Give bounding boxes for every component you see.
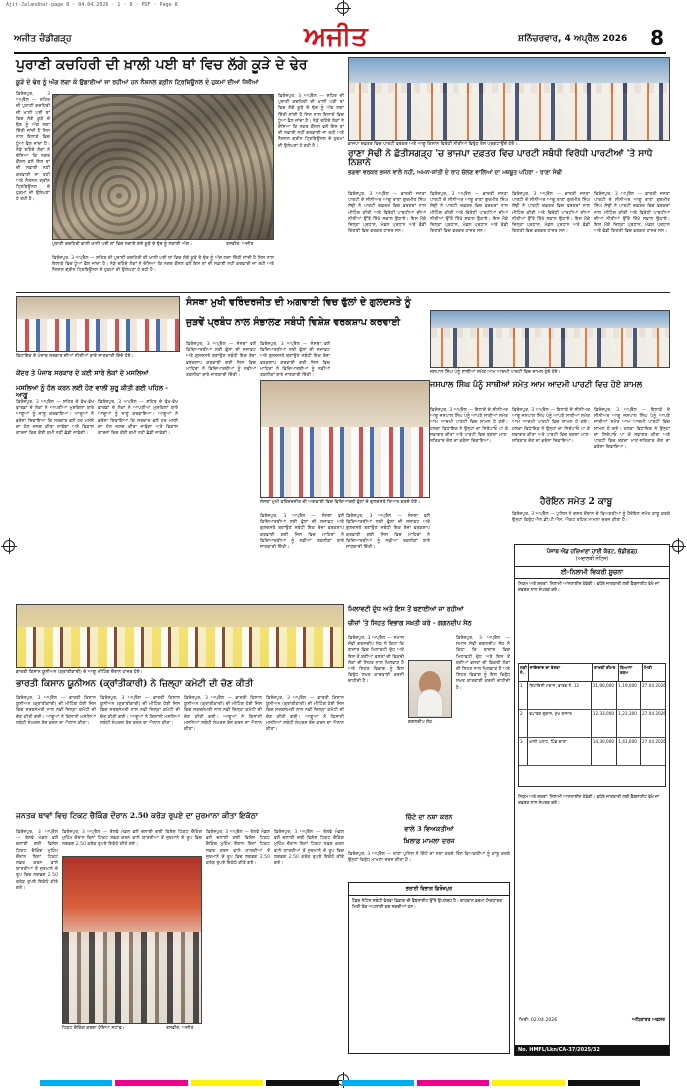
table-cell: ਵਪਾਰਕ ਦੁਕਾਨ, ਮੁੱਖ ਬਾਜ਼ਾਰ bbox=[528, 710, 591, 737]
registration-mark-icon bbox=[337, 2, 349, 14]
table-cell: 1,43,000 bbox=[617, 738, 641, 765]
col-header: ਜਾਇਦਾਦ ਦਾ ਵੇਰਵਾ bbox=[529, 664, 593, 681]
story3-body-3: ਫ਼ਿਰੋਜ਼ਪੁਰ, 3 ਅਪ੍ਰੈਲ — ਸੰਸਥਾ ਵਲੋਂ ਵਿਦਿਆਰਥੀਆਂ ਲਈ ਫੁੱਲਾਂ ਦੀ ਸਜਾਵਟ ਅਤੇ ਗੁਲਦਸਤੇ ਬਣਾਉਣ ਸਬੰਧੀ ਇਕ ਰੋਜ਼ਾ ਵਰਕਸ਼ਾਪ ਕਰਵਾਈ ਗਈ ਜਿਸ ਵਿਚ ਮਾਹਿਰਾਂ ਨੇ ਵਿਦਿਆਰਥੀਆਂ ਨੂੰ ਨਵੀਆਂ ਤਕਨੀਕਾਂ ਬਾਰੇ ਜਾਣਕਾਰੀ ਦਿੱਤੀ। bbox=[260, 514, 344, 551]
story8-headline-2: ਚੀਜ਼ਾਂ 'ਤੇ ਸਿਹਤ ਵਿਭਾਗ ਸਖ਼ਤੀ ਕਰੇ - ਗਗਨਦੀਪ ਸੇਠ bbox=[348, 619, 472, 627]
tender-notice-header: ਭਲਾਈ ਵਿਭਾਗ ਫ਼ਿਰੋਜ਼ਪੁਰ bbox=[349, 883, 509, 896]
story8-portrait bbox=[408, 660, 452, 718]
story5-caption: ਜਸਪਾਲ ਸਿੰਘ ਪੰਨੂੰ ਸਾਥੀਆਂ ਸਮੇਤ ਆਮ ਆਦਮੀ ਪਾਰਟੀ ਵਿਚ ਸ਼ਾਮਲ ਹੁੰਦੇ ਹੋਏ। bbox=[430, 370, 561, 375]
story8-headline: ਮਿਲਾਵਟੀ ਦੁੱਧ ਅਤੇ ਇਸ ਤੋਂ ਬਣਾਈਆਂ ਜਾ ਰਹੀਆਂ bbox=[348, 605, 464, 613]
story7-body-1: ਫ਼ਿਰੋਜ਼ਪੁਰ, 3 ਅਪ੍ਰੈਲ — ਭਾਰਤੀ ਕਿਸਾਨ ਯੂਨੀਅਨ (ਕ੍ਰਾਂਤੀਕਾਰੀ) ਦੀ ਮੀਟਿੰਗ ਹੋਈ ਜਿਸ ਵਿਚ ਸਰਬਸੰਮਤੀ ਨਾਲ ਨਵੀਂ ਜ਼ਿਲ੍ਹਾ ਕਮੇਟੀ ਦੀ ਚੋਣ ਕੀਤੀ ਗਈ। ਆਗੂਆਂ ਨੇ ਕਿਸਾਨੀ ਮਸਲਿਆਂ ਸਬੰਧੀ ਸੰਘਰਸ਼ ਤੇਜ਼ ਕਰਨ ਦਾ ਐਲਾਨ ਕੀਤਾ। bbox=[16, 696, 96, 726]
story7-body-2: ਫ਼ਿਰੋਜ਼ਪੁਰ, 3 ਅਪ੍ਰੈਲ — ਭਾਰਤੀ ਕਿਸਾਨ ਯੂਨੀਅਨ (ਕ੍ਰਾਂਤੀਕਾਰੀ) ਦੀ ਮੀਟਿੰਗ ਹੋਈ ਜਿਸ ਵਿਚ ਸਰਬਸੰਮਤੀ ਨਾਲ ਨਵੀਂ ਜ਼ਿਲ੍ਹਾ ਕਮੇਟੀ ਦੀ ਚੋਣ ਕੀਤੀ ਗਈ। ਆਗੂਆਂ ਨੇ ਕਿਸਾਨੀ ਮਸਲਿਆਂ ਸਬੰਧੀ ਸੰਘਰਸ਼ ਤੇਜ਼ ਕਰਨ ਦਾ ਐਲਾਨ ਕੀਤਾ। bbox=[100, 696, 180, 726]
story5-body-3: ਫ਼ਿਰੋਜ਼ਪੁਰ, 3 ਅਪ੍ਰੈਲ — ਇਲਾਕੇ ਦੇ ਸੀਨੀਅਰ ਆਗੂ ਜਸਪਾਲ ਸਿੰਘ ਪੰਨੂੰ ਆਪਣੇ ਸਾਥੀਆਂ ਸਮੇਤ ਆਮ ਆਦਮੀ ਪਾਰਟੀ ਵਿਚ ਸ਼ਾਮਲ ਹੋ ਗਏ। ਹਲਕਾ ਵਿਧਾਇਕ ਨੇ ਉਨ੍ਹਾਂ ਦਾ ਸਿਰੋਪਾਓ ਪਾ ਕੇ ਸਵਾਗਤ ਕੀਤਾ ਅਤੇ ਪਾਰਟੀ ਵਿਚ ਬਣਦਾ ਮਾਣ-ਸਤਿਕਾਰ ਦੇਣ ਦਾ ਭਰੋਸਾ ਦਿਵਾਇਆ। bbox=[594, 408, 670, 451]
story9-body-1: ਫ਼ਿਰੋਜ਼ਪੁਰ, 3 ਅਪ੍ਰੈਲ — ਰੇਲਵੇ ਮੰਡਲ ਵਲੋਂ ਚਲਾਈ ਗਈ ਵਿਸ਼ੇਸ਼ ਟਿਕਟ ਚੈਕਿੰਗ ਮੁਹਿੰਮ ਦੌਰਾਨ ਬਿਨਾਂ ਟਿਕਟ ਸਫ਼ਰ ਕਰਨ ਵਾਲੇ ਯਾਤਰੀਆਂ ਤੋਂ ਜੁਰਮਾਨੇ ਦੇ ਰੂਪ ਵਿਚ ਲਗਭਗ 2.50 ਕਰੋੜ ਰੁਪਏ ਇਕੱਠੇ ਕੀਤੇ ਗਏ। bbox=[16, 830, 58, 891]
story9-body-3: ਫ਼ਿਰੋਜ਼ਪੁਰ, 3 ਅਪ੍ਰੈਲ — ਰੇਲਵੇ ਮੰਡਲ ਵਲੋਂ ਚਲਾਈ ਗਈ ਵਿਸ਼ੇਸ਼ ਟਿਕਟ ਚੈਕਿੰਗ ਮੁਹਿੰਮ ਦੌਰਾਨ ਬਿਨਾਂ ਟਿਕਟ ਸਫ਼ਰ ਕਰਨ ਵਾਲੇ ਯਾਤਰੀਆਂ ਤੋਂ ਜੁਰਮਾਨੇ ਦੇ ਰੂਪ ਵਿਚ ਲਗਭਗ 2.50 ਕਰੋੜ ਰੁਪਏ ਇਕੱਠੇ ਕੀਤੇ ਗਏ। bbox=[206, 830, 270, 867]
story3-body-2: ਫ਼ਿਰੋਜ਼ਪੁਰ, 3 ਅਪ੍ਰੈਲ — ਸੰਸਥਾ ਵਲੋਂ ਵਿਦਿਆਰਥੀਆਂ ਲਈ ਫੁੱਲਾਂ ਦੀ ਸਜਾਵਟ ਅਤੇ ਗੁਲਦਸਤੇ ਬਣਾਉਣ ਸਬੰਧੀ ਇਕ ਰੋਜ਼ਾ ਵਰਕਸ਼ਾਪ ਕਰਵਾਈ ਗਈ ਜਿਸ ਵਿਚ ਮਾਹਿਰਾਂ ਨੇ ਵਿਦਿਆਰਥੀਆਂ ਨੂੰ ਨਵੀਆਂ ਤਕਨੀਕਾਂ ਬਾਰੇ ਜਾਣਕਾਰੀ ਦਿੱਤੀ। bbox=[260, 342, 330, 379]
table-cell: 2 bbox=[519, 710, 528, 737]
auction-notice bbox=[514, 544, 670, 1056]
table-row bbox=[519, 738, 665, 766]
auction-notice-terms: ਨਿਯਮ ਅਤੇ ਸ਼ਰਤਾਂ: ਨਿਲਾਮੀ ਆਨਲਾਈਨ ਹੋਵੇਗੀ। ਵਧੇਰੇ ਜਾਣਕਾਰੀ ਲਈ ਵੈੱਬਸਾਈਟ ਵੇਖੋ ਜਾਂ ਦਫ਼ਤਰ ਨਾਲ ਸੰਪਰਕ ਕਰੋ। bbox=[518, 582, 659, 593]
story1-body-col: ਫ਼ਿਰੋਜ਼ਪੁਰ, 3 ਅਪ੍ਰੈਲ — ਸ਼ਹਿਰ ਦੀ ਪੁਰਾਣੀ ਕਚਹਿਰੀ ਦੀ ਖ਼ਾਲੀ ਪਈ ਥਾਂ ਵਿਚ ਲੱਗੇ ਕੂੜੇ ਦੇ ਢੇਰ ਨੂੰ ਅੱਗ ਲਗਾ ਦਿੱਤੀ ਜਾਂਦੀ ਹੈ ਜਿਸ ਨਾਲ ਇਲਾਕੇ ਵਿਚ ਧੂੰਆਂ ਫੈਲ ਜਾਂਦਾ ਹੈ। ਨੇੜੇ ਰਹਿੰਦੇ ਲੋਕਾਂ ਨੇ ਦੱਸਿਆ ਕਿ ਨਗਰ ਕੌਂਸਲ ਵਲੋਂ ਇਸ ਥਾਂ ਦੀ ਸਫ਼ਾਈ ਨਹੀਂ ਕਰਵਾਈ ਜਾ ਰਹੀ ਅਤੇ ਨੈਸ਼ਨਲ ਗ੍ਰੀਨ ਟ੍ਰਿਬਿਊਨਲ ਦੇ ਹੁਕਮਾਂ ਦੀ ਉਲੰਘਣਾ ਹੋ ਰਹੀ ਹੈ। bbox=[278, 94, 344, 149]
swatch-cyan bbox=[40, 1080, 112, 1086]
table-cell: 1 bbox=[519, 682, 528, 709]
auction-notice-heading: ਈ-ਨਿਲਾਮੀ ਵਿਕਰੀ ਸੂਚਨਾ bbox=[515, 566, 669, 579]
story4-body-1: ਫ਼ਿਰੋਜ਼ਪੁਰ, 3 ਅਪ੍ਰੈਲ — ਸ਼ਹਿਰ ਦੇ ਵੱਖ-ਵੱਖ ਵਾਰਡਾਂ ਦੇ ਲੋਕਾਂ ਨੇ ਆਪਣੀਆਂ ਮੁਸ਼ਕਿਲਾਂ ਬਾਰੇ ਆਗੂਆਂ ਨੂੰ ਜਾਣੂ ਕਰਵਾਇਆ। ਆਗੂਆਂ ਨੇ ਭਰੋਸਾ ਦਿਵਾਇਆ ਕਿ ਸਰਕਾਰ ਵਲੋਂ ਹਰ ਮਸਲੇ ਦਾ ਹੱਲ ਜਲਦ ਕੀਤਾ ਜਾਵੇਗਾ ਅਤੇ ਵਿਕਾਸ ਕਾਰਜਾਂ ਵਿਚ ਕੋਈ ਕਮੀ ਨਹੀਂ ਛੱਡੀ ਜਾਵੇਗੀ। bbox=[16, 400, 94, 437]
newspaper-logo: ਅਜੀਤ bbox=[304, 22, 368, 52]
col-header: ਮਿਤੀ bbox=[643, 665, 652, 670]
auction-notice-subtitle: (ਅਦਾਲਤੀ ਨੋਟਿਸ) bbox=[575, 557, 609, 562]
auction-notice-title: ਪੰਜਾਬ ਐਂਡ ਹਰਿਆਣਾ ਹਾਈ ਕੋਰਟ, ਚੰਡੀਗੜ੍ਹ bbox=[546, 549, 638, 555]
story1-caption: ਪੁਰਾਣੀ ਕਚਹਿਰੀ ਵਾਲੀ ਖ਼ਾਲੀ ਪਈ ਥਾਂ ਵਿਚ ਲਗਾਏ ਗਏ ਕੂੜੇ ਦੇ ਢੇਰ ਨੂੰ ਲਗਾਈ ਅੱਗ। bbox=[52, 242, 193, 247]
story9-photo bbox=[62, 856, 202, 1024]
swatch-black bbox=[568, 1080, 640, 1086]
table-cell: 11,90,000 bbox=[592, 682, 618, 709]
auction-table bbox=[518, 663, 666, 787]
table-cell: 12,33,000 bbox=[592, 710, 618, 737]
swatch-black bbox=[266, 1080, 338, 1086]
story9-caption: ਟਿਕਟ ਚੈਕਿੰਗ ਕਰਦਾ ਹੋਇਆ ਸਟਾਫ਼। bbox=[62, 1026, 125, 1031]
story9-headline: ਜਨਤਕ ਥਾਵਾਂ ਵਿਚ ਟਿਕਟ ਚੈਕਿੰਗ ਦੌਰਾਨ 2.50 ਕਰੋੜ ਰੁਪਏ ਦਾ ਜੁਰਮਾਨਾ ਕੀਤਾ ਇਕੱਠਾ bbox=[16, 811, 259, 820]
story4-headline-2: ਮਸਲਿਆਂ ਨੂੰ ਹੱਲ ਕਰਨ ਲਈ ਹੋਣ ਵਾਲੀ ਸ਼ੁਰੂ ਕੀਤੀ ਗਈ ਪਹਿਲ - ਆਗੂ bbox=[16, 384, 168, 399]
story5-photo bbox=[430, 310, 670, 368]
registration-mark-icon bbox=[3, 540, 15, 552]
table-cell: 27.04.2026 bbox=[642, 683, 666, 688]
print-slug: Ajit-Jalandhar-page 8 · 04.04.2026 · 1 · 8 · PDF · Page 8 bbox=[6, 2, 178, 8]
story8-body-2: ਫ਼ਿਰੋਜ਼ਪੁਰ, 3 ਅਪ੍ਰੈਲ — ਸਮਾਜ ਸੇਵੀ ਗਗਨਦੀਪ ਸੇਠ ਨੇ ਕਿਹਾ ਕਿ ਬਾਜ਼ਾਰ ਵਿਚ ਮਿਲਾਵਟੀ ਦੁੱਧ ਅਤੇ ਇਸ ਤੋਂ ਬਣੀਆਂ ਵਸਤਾਂ ਦੀ ਵਿਕਰੀ ਲੋਕਾਂ ਦੀ ਸਿਹਤ ਨਾਲ ਖਿਲਵਾੜ ਹੈ ਅਤੇ ਸਿਹਤ ਵਿਭਾਗ ਨੂੰ ਇਸ ਵਿਰੁੱਧ ਸਖ਼ਤ ਕਾਰਵਾਈ ਕਰਨੀ ਚਾਹੀਦੀ ਹੈ। bbox=[456, 636, 510, 691]
story1-headline: ਪੁਰਾਣੀ ਕਚਹਿਰੀ ਦੀ ਖ਼ਾਲੀ ਪਈ ਥਾਂ ਵਿਚ ਲੱਗੇ ਕੂੜੇ ਦੇ ਢੇਰ bbox=[16, 57, 308, 73]
masthead bbox=[14, 22, 666, 54]
table-header bbox=[519, 664, 665, 682]
story3-small-caption: ਵਿਧਾਇਕ ਦੇ ਪੰਜਾਬ ਸਰਕਾਰ ਦੀਆਂ ਨੀਤੀਆਂ ਬਾਰੇ ਜਾਣਕਾਰੀ ਦਿੰਦੇ ਹੋਏ। bbox=[16, 354, 134, 359]
story10-headline-2: ਵਾਲੇ 3 ਵਿਅਕਤੀਆਂ bbox=[404, 825, 454, 833]
story10-headline: ਚਿੱਟੇ ਦਾ ਨਸ਼ਾ ਕਰਨ bbox=[405, 813, 453, 821]
table-cell: 1,19,000 bbox=[617, 682, 641, 709]
table-row bbox=[519, 710, 665, 738]
registration-mark-icon bbox=[672, 540, 684, 552]
table-cell: 1,23,300 bbox=[617, 710, 641, 737]
story7-photo bbox=[16, 604, 344, 668]
color-calibration-bar bbox=[40, 1080, 640, 1086]
story3-caption: ਸੰਸਥਾ ਮੁਖੀ ਵਰਿੰਦਰਜੀਤ ਦੀ ਅਗਵਾਈ ਵਿਚ ਵਿਦਿਆਰਥੀ ਫੁੱਲਾਂ ਦੇ ਗੁਲਦਸਤੇ ਤਿਆਰ ਕਰਦੇ ਹੋਏ। bbox=[260, 500, 421, 505]
story2-photo bbox=[348, 57, 670, 141]
table-cell: 14,30,000 bbox=[592, 738, 618, 765]
story7-caption: ਭਾਰਤੀ ਕਿਸਾਨ ਯੂਨੀਅਨ (ਕ੍ਰਾਂਤੀਕਾਰੀ) ਦੇ ਆਗੂ ਮੀਟਿੰਗ ਦੌਰਾਨ ਹਾਜ਼ਰ ਹੋਏ। bbox=[16, 670, 143, 675]
story3-body-4: ਫ਼ਿਰੋਜ਼ਪੁਰ, 3 ਅਪ੍ਰੈਲ — ਸੰਸਥਾ ਵਲੋਂ ਵਿਦਿਆਰਥੀਆਂ ਲਈ ਫੁੱਲਾਂ ਦੀ ਸਜਾਵਟ ਅਤੇ ਗੁਲਦਸਤੇ ਬਣਾਉਣ ਸਬੰਧੀ ਇਕ ਰੋਜ਼ਾ ਵਰਕਸ਼ਾਪ ਕਰਵਾਈ ਗਈ ਜਿਸ ਵਿਚ ਮਾਹਿਰਾਂ ਨੇ ਵਿਦਿਆਰਥੀਆਂ ਨੂੰ ਨਵੀਆਂ ਤਕਨੀਕਾਂ ਬਾਰੇ ਜਾਣਕਾਰੀ ਦਿੱਤੀ। bbox=[346, 514, 430, 551]
story9-credit: ਤਸਵੀਰ: ਅਜੀਤ bbox=[166, 1026, 194, 1031]
swatch-cyan bbox=[342, 1080, 414, 1086]
story10-body: ਫ਼ਿਰੋਜ਼ਪੁਰ, 3 ਅਪ੍ਰੈਲ — ਥਾਣਾ ਪੁਲਿਸ ਨੇ ਚਿੱਟੇ ਦਾ ਨਸ਼ਾ ਕਰਦੇ ਤਿੰਨ ਵਿਅਕਤੀਆਂ ਨੂੰ ਕਾਬੂ ਕਰਕੇ ਉਨ੍ਹਾਂ ਵਿਰੁੱਧ ਮਾਮਲਾ ਦਰਜ ਕੀਤਾ ਹੈ। bbox=[348, 852, 510, 864]
story8-body-1: ਫ਼ਿਰੋਜ਼ਪੁਰ, 3 ਅਪ੍ਰੈਲ — ਸਮਾਜ ਸੇਵੀ ਗਗਨਦੀਪ ਸੇਠ ਨੇ ਕਿਹਾ ਕਿ ਬਾਜ਼ਾਰ ਵਿਚ ਮਿਲਾਵਟੀ ਦੁੱਧ ਅਤੇ ਇਸ ਤੋਂ ਬਣੀਆਂ ਵਸਤਾਂ ਦੀ ਵਿਕਰੀ ਲੋਕਾਂ ਦੀ ਸਿਹਤ ਨਾਲ ਖਿਲਵਾੜ ਹੈ ਅਤੇ ਸਿਹਤ ਵਿਭਾਗ ਨੂੰ ਇਸ ਵਿਰੁੱਧ ਸਖ਼ਤ ਕਾਰਵਾਈ ਕਰਨੀ ਚਾਹੀਦੀ ਹੈ। bbox=[348, 636, 404, 685]
story6-headline: ਹੈਰੋਇਨ ਸਮੇਤ 2 ਕਾਬੂ bbox=[540, 497, 613, 507]
story3-headline-2: ਜੁੜਵੇਂ ਪ੍ਰਬੰਧ ਨਾਲ ਸੰਭਾਲਣ ਸਬੰਧੀ ਵਿਸ਼ੇਸ਼ ਵਰਕਸ਼ਾਪ ਕਰਵਾਈ bbox=[186, 317, 401, 328]
table-cell: ਖ਼ਾਲੀ ਪਲਾਟ, ਪਿੰਡ ਵਾਲਾ bbox=[528, 738, 591, 765]
story7-body-4: ਫ਼ਿਰੋਜ਼ਪੁਰ, 3 ਅਪ੍ਰੈਲ — ਭਾਰਤੀ ਕਿਸਾਨ ਯੂਨੀਅਨ (ਕ੍ਰਾਂਤੀਕਾਰੀ) ਦੀ ਮੀਟਿੰਗ ਹੋਈ ਜਿਸ ਵਿਚ ਸਰਬਸੰਮਤੀ ਨਾਲ ਨਵੀਂ ਜ਼ਿਲ੍ਹਾ ਕਮੇਟੀ ਦੀ ਚੋਣ ਕੀਤੀ ਗਈ। ਆਗੂਆਂ ਨੇ ਕਿਸਾਨੀ ਮਸਲਿਆਂ ਸਬੰਧੀ ਸੰਘਰਸ਼ ਤੇਜ਼ ਕਰਨ ਦਾ ਐਲਾਨ ਕੀਤਾ। bbox=[266, 696, 344, 733]
story9-body-2: ਫ਼ਿਰੋਜ਼ਪੁਰ, 3 ਅਪ੍ਰੈਲ — ਰੇਲਵੇ ਮੰਡਲ ਵਲੋਂ ਚਲਾਈ ਗਈ ਵਿਸ਼ੇਸ਼ ਟਿਕਟ ਚੈਕਿੰਗ ਮੁਹਿੰਮ ਦੌਰਾਨ ਬਿਨਾਂ ਟਿਕਟ ਸਫ਼ਰ ਕਰਨ ਵਾਲੇ ਯਾਤਰੀਆਂ ਤੋਂ ਜੁਰਮਾਨੇ ਦੇ ਰੂਪ ਵਿਚ ਲਗਭਗ 2.50 ਕਰੋੜ ਰੁਪਏ ਇਕੱਠੇ ਕੀਤੇ ਗਏ। bbox=[62, 830, 202, 848]
story8-portrait-caption: ਗਗਨਦੀਪ ਸੇਠ bbox=[408, 720, 433, 725]
story1-credit: ਤਸਵੀਰ: ਅਜੀਤ bbox=[226, 242, 254, 247]
col-header: ਰਾਖਵੀਂ ਕੀਮਤ bbox=[593, 664, 619, 681]
story2-body-3: ਫ਼ਿਰੋਜ਼ਪੁਰ, 3 ਅਪ੍ਰੈਲ — ਭਾਰਤੀ ਜਨਤਾ ਪਾਰਟੀ ਦੇ ਸੀਨੀਅਰ ਆਗੂ ਰਾਣਾ ਗੁਰਮੀਤ ਸਿੰਘ ਸੋਢੀ ਨੇ ਪਾਰਟੀ ਦਫ਼ਤਰ ਵਿਚ ਵਰਕਰਾਂ ਨਾਲ ਮੀਟਿੰਗ ਕੀਤੀ ਅਤੇ ਵਿਰੋਧੀ ਪਾਰਟੀਆਂ ਦੀਆਂ ਨੀਤੀਆਂ ਉੱਤੇ ਤਿੱਖੇ ਸਵਾਲ ਉਠਾਏ। ਇਸ ਮੌਕੇ ਜ਼ਿਲ੍ਹਾ ਪ੍ਰਧਾਨ, ਮੰਡਲ ਪ੍ਰਧਾਨ ਅਤੇ ਵੱਡੀ ਗਿਣਤੀ ਵਿਚ ਵਰਕਰ ਹਾਜ਼ਰ ਸਨ। bbox=[512, 192, 590, 235]
story1-body: ਫ਼ਿਰੋਜ਼ਪੁਰ, 3 ਅਪ੍ਰੈਲ — ਸ਼ਹਿਰ ਦੀ ਪੁਰਾਣੀ ਕਚਹਿਰੀ ਦੀ ਖ਼ਾਲੀ ਪਈ ਥਾਂ ਵਿਚ ਲੱਗੇ ਕੂੜੇ ਦੇ ਢੇਰ ਨੂੰ ਅੱਗ ਲਗਾ ਦਿੱਤੀ ਜਾਂਦੀ ਹੈ ਜਿਸ ਨਾਲ ਇਲਾਕੇ ਵਿਚ ਧੂੰਆਂ ਫੈਲ ਜਾਂਦਾ ਹੈ। ਨੇੜੇ ਰਹਿੰਦੇ ਲੋਕਾਂ ਨੇ ਦੱਸਿਆ ਕਿ ਨਗਰ ਕੌਂਸਲ ਵਲੋਂ ਇਸ ਥਾਂ ਦੀ ਸਫ਼ਾਈ ਨਹੀਂ ਕਰਵਾਈ ਜਾ ਰਹੀ ਅਤੇ ਨੈਸ਼ਨਲ ਗ੍ਰੀਨ ਟ੍ਰਿਬਿਊਨਲ ਦੇ ਹੁਕਮਾਂ ਦੀ ਉਲੰਘਣਾ ਹੋ ਰਹੀ ਹੈ। bbox=[16, 92, 50, 203]
auction-notice-date: ਮਿਤੀ: 02.04.2026 bbox=[519, 1018, 558, 1023]
story9-body-4: ਫ਼ਿਰੋਜ਼ਪੁਰ, 3 ਅਪ੍ਰੈਲ — ਰੇਲਵੇ ਮੰਡਲ ਵਲੋਂ ਚਲਾਈ ਗਈ ਵਿਸ਼ੇਸ਼ ਟਿਕਟ ਚੈਕਿੰਗ ਮੁਹਿੰਮ ਦੌਰਾਨ ਬਿਨਾਂ ਟਿਕਟ ਸਫ਼ਰ ਕਰਨ ਵਾਲੇ ਯਾਤਰੀਆਂ ਤੋਂ ਜੁਰਮਾਨੇ ਦੇ ਰੂਪ ਵਿਚ ਲਗਭਗ 2.50 ਕਰੋੜ ਰੁਪਏ ਇਕੱਠੇ ਕੀਤੇ ਗਏ। bbox=[274, 830, 344, 867]
swatch-yellow bbox=[191, 1080, 263, 1086]
auction-notice-ref: No. HMFL/Lkn/CA-37/2025/32 bbox=[515, 1045, 669, 1055]
story2-body-4: ਫ਼ਿਰੋਜ਼ਪੁਰ, 3 ਅਪ੍ਰੈਲ — ਭਾਰਤੀ ਜਨਤਾ ਪਾਰਟੀ ਦੇ ਸੀਨੀਅਰ ਆਗੂ ਰਾਣਾ ਗੁਰਮੀਤ ਸਿੰਘ ਸੋਢੀ ਨੇ ਪਾਰਟੀ ਦਫ਼ਤਰ ਵਿਚ ਵਰਕਰਾਂ ਨਾਲ ਮੀਟਿੰਗ ਕੀਤੀ ਅਤੇ ਵਿਰੋਧੀ ਪਾਰਟੀਆਂ ਦੀਆਂ ਨੀਤੀਆਂ ਉੱਤੇ ਤਿੱਖੇ ਸਵਾਲ ਉਠਾਏ। ਇਸ ਮੌਕੇ ਜ਼ਿਲ੍ਹਾ ਪ੍ਰਧਾਨ, ਮੰਡਲ ਪ੍ਰਧਾਨ ਅਤੇ ਵੱਡੀ ਗਿਣਤੀ ਵਿਚ ਵਰਕਰ ਹਾਜ਼ਰ ਸਨ। bbox=[594, 192, 670, 235]
story10-headline-3: ਖ਼ਿਲਾਫ਼ ਮਾਮਲਾ ਦਰਜ bbox=[403, 837, 455, 845]
table-row bbox=[519, 682, 665, 710]
tender-notice-body: ਟੈਂਡਰ ਨੋਟਿਸ ਸਬੰਧੀ ਵੇਰਵਾ ਵਿਭਾਗ ਦੀ ਵੈੱਬਸਾਈਟ ਉੱਤੇ ਉਪਲਬਧ ਹੈ। ਚਾਹਵਾਨ ਫ਼ਰਮਾਂ ਨਿਰਧਾਰਤ ਮਿਤੀ ਤੱਕ ਅਪਲਾਈ ਕਰ ਸਕਦੀਆਂ ਹਨ। bbox=[352, 899, 502, 910]
col-header: ਲੜੀ ਨੰ. bbox=[519, 664, 529, 681]
story5-body-1: ਫ਼ਿਰੋਜ਼ਪੁਰ, 3 ਅਪ੍ਰੈਲ — ਇਲਾਕੇ ਦੇ ਸੀਨੀਅਰ ਆਗੂ ਜਸਪਾਲ ਸਿੰਘ ਪੰਨੂੰ ਆਪਣੇ ਸਾਥੀਆਂ ਸਮੇਤ ਆਮ ਆਦਮੀ ਪਾਰਟੀ ਵਿਚ ਸ਼ਾਮਲ ਹੋ ਗਏ। ਹਲਕਾ ਵਿਧਾਇਕ ਨੇ ਉਨ੍ਹਾਂ ਦਾ ਸਿਰੋਪਾਓ ਪਾ ਕੇ ਸਵਾਗਤ ਕੀਤਾ ਅਤੇ ਪਾਰਟੀ ਵਿਚ ਬਣਦਾ ਮਾਣ-ਸਤਿਕਾਰ ਦੇਣ ਦਾ ਭਰੋਸਾ ਦਿਵਾਇਆ। bbox=[430, 408, 508, 445]
story3-headline: ਸੰਸਥਾ ਮੁਖੀ ਵਰਿੰਦਰਜੀਤ ਦੀ ਅਗਵਾਈ ਵਿਚ ਫੁੱਲਾਂ ਦੇ ਗੁਲਦਸਤੇ ਨੂੰ bbox=[186, 297, 411, 308]
story2-body-1: ਫ਼ਿਰੋਜ਼ਪੁਰ, 3 ਅਪ੍ਰੈਲ — ਭਾਰਤੀ ਜਨਤਾ ਪਾਰਟੀ ਦੇ ਸੀਨੀਅਰ ਆਗੂ ਰਾਣਾ ਗੁਰਮੀਤ ਸਿੰਘ ਸੋਢੀ ਨੇ ਪਾਰਟੀ ਦਫ਼ਤਰ ਵਿਚ ਵਰਕਰਾਂ ਨਾਲ ਮੀਟਿੰਗ ਕੀਤੀ ਅਤੇ ਵਿਰੋਧੀ ਪਾਰਟੀਆਂ ਦੀਆਂ ਨੀਤੀਆਂ ਉੱਤੇ ਤਿੱਖੇ ਸਵਾਲ ਉਠਾਏ। ਇਸ ਮੌਕੇ ਜ਼ਿਲ੍ਹਾ ਪ੍ਰਧਾਨ, ਮੰਡਲ ਪ੍ਰਧਾਨ ਅਤੇ ਵੱਡੀ ਗਿਣਤੀ ਵਿਚ ਵਰਕਰ ਹਾਜ਼ਰ ਸਨ। bbox=[348, 192, 426, 235]
story3-photo bbox=[260, 380, 430, 498]
story3-body-1: ਫ਼ਿਰੋਜ਼ਪੁਰ, 3 ਅਪ੍ਰੈਲ — ਸੰਸਥਾ ਵਲੋਂ ਵਿਦਿਆਰਥੀਆਂ ਲਈ ਫੁੱਲਾਂ ਦੀ ਸਜਾਵਟ ਅਤੇ ਗੁਲਦਸਤੇ ਬਣਾਉਣ ਸਬੰਧੀ ਇਕ ਰੋਜ਼ਾ ਵਰਕਸ਼ਾਪ ਕਰਵਾਈ ਗਈ ਜਿਸ ਵਿਚ ਮਾਹਿਰਾਂ ਨੇ ਵਿਦਿਆਰਥੀਆਂ ਨੂੰ ਨਵੀਆਂ ਤਕਨੀਕਾਂ ਬਾਰੇ ਜਾਣਕਾਰੀ ਦਿੱਤੀ। bbox=[186, 342, 256, 379]
story1-photo bbox=[52, 94, 274, 240]
story5-body-2: ਫ਼ਿਰੋਜ਼ਪੁਰ, 3 ਅਪ੍ਰੈਲ — ਇਲਾਕੇ ਦੇ ਸੀਨੀਅਰ ਆਗੂ ਜਸਪਾਲ ਸਿੰਘ ਪੰਨੂੰ ਆਪਣੇ ਸਾਥੀਆਂ ਸਮੇਤ ਆਮ ਆਦਮੀ ਪਾਰਟੀ ਵਿਚ ਸ਼ਾਮਲ ਹੋ ਗਏ। ਹਲਕਾ ਵਿਧਾਇਕ ਨੇ ਉਨ੍ਹਾਂ ਦਾ ਸਿਰੋਪਾਓ ਪਾ ਕੇ ਸਵਾਗਤ ਕੀਤਾ ਅਤੇ ਪਾਰਟੀ ਵਿਚ ਬਣਦਾ ਮਾਣ-ਸਤਿਕਾਰ ਦੇਣ ਦਾ ਭਰੋਸਾ ਦਿਵਾਇਆ। bbox=[512, 408, 590, 445]
swatch-magenta bbox=[417, 1080, 489, 1086]
story4-headline: ਕੇਂਦਰ ਤੇ ਪੰਜਾਬ ਸਰਕਾਰ ਦੇ ਕਈ ਸਾਰੇ ਲੋਕਾਂ ਦੇ ਮਸਲਿਆਂ bbox=[16, 369, 149, 377]
edition-name: ਅਜੀਤ ਚੰਡੀਗੜ੍ਹ bbox=[14, 34, 72, 44]
story1-subhead: ਕੂੜੇ ਦੇ ਢੇਰ ਨੂੰ ਅੱਗ ਲਗਾ ਕੇ ਉਡਾਈਆਂ ਜਾ ਰਹੀਆਂ ਹਨ ਨੈਸ਼ਨਲ ਗ੍ਰੀਨ ਟ੍ਰਿਬਿਊਨਲ ਦੇ ਹੁਕਮਾਂ ਦੀਆਂ ਧੱਜੀਆਂ bbox=[16, 79, 259, 86]
story1-body-lower: ਫ਼ਿਰੋਜ਼ਪੁਰ, 3 ਅਪ੍ਰੈਲ — ਸ਼ਹਿਰ ਦੀ ਪੁਰਾਣੀ ਕਚਹਿਰੀ ਦੀ ਖ਼ਾਲੀ ਪਈ ਥਾਂ ਵਿਚ ਲੱਗੇ ਕੂੜੇ ਦੇ ਢੇਰ ਨੂੰ ਅੱਗ ਲਗਾ ਦਿੱਤੀ ਜਾਂਦੀ ਹੈ ਜਿਸ ਨਾਲ ਇਲਾਕੇ ਵਿਚ ਧੂੰਆਂ ਫੈਲ ਜਾਂਦਾ ਹੈ। ਨੇੜੇ ਰਹਿੰਦੇ ਲੋਕਾਂ ਨੇ ਦੱਸਿਆ ਕਿ ਨਗਰ ਕੌਂਸਲ ਵਲੋਂ ਇਸ ਥਾਂ ਦੀ ਸਫ਼ਾਈ ਨਹੀਂ ਕਰਵਾਈ ਜਾ ਰਹੀ ਅਤੇ ਨੈਸ਼ਨਲ ਗ੍ਰੀਨ ਟ੍ਰਿਬਿਊਨਲ ਦੇ ਹੁਕਮਾਂ ਦੀ ਉਲੰਘਣਾ ਹੋ ਰਹੀ ਹੈ। bbox=[52, 256, 274, 274]
swatch-magenta bbox=[115, 1080, 187, 1086]
col-header: ਬਿਆਨਾ ਰਕਮ bbox=[619, 664, 643, 681]
story6-body: ਫ਼ਿਰੋਜ਼ਪੁਰ, 3 ਅਪ੍ਰੈਲ — ਪੁਲਿਸ ਨੇ ਗਸ਼ਤ ਦੌਰਾਨ ਦੋ ਵਿਅਕਤੀਆਂ ਨੂੰ ਹੈਰੋਇਨ ਸਮੇਤ ਕਾਬੂ ਕਰਕੇ ਉਨ੍ਹਾਂ ਵਿਰੁੱਧ ਐਨ.ਡੀ.ਪੀ.ਐਸ. ਐਕਟ ਤਹਿਤ ਮਾਮਲਾ ਦਰਜ ਕੀਤਾ ਹੈ। bbox=[512, 512, 670, 524]
divider bbox=[16, 292, 670, 293]
story5-headline: ਜਸਪਾਲ ਸਿੰਘ ਪੰਨੂੰ ਸਾਥੀਆਂ ਸਮੇਤ ਆਮ ਆਦਮੀ ਪਾਰਟੀ ਵਿਚ ਹੋਏ ਸ਼ਾਮਲ bbox=[430, 379, 643, 389]
auction-notice-officer: ਅਧਿਕਾਰਤ ਅਫ਼ਸਰ bbox=[631, 1018, 665, 1023]
story2-caption: ਭਾਜਪਾ ਦਫ਼ਤਰ ਵਿਚ ਪਾਰਟੀ ਵਰਕਰ ਅਤੇ ਆਗੂ ਕਿਸਾਨ ਵਿਰੋਧੀ ਨੀਤੀਆਂ ਵਿਰੁੱਧ ਰੋਸ ਪ੍ਰਗਟਾਉਂਦੇ ਹੋਏ। bbox=[348, 142, 518, 147]
swatch-yellow bbox=[492, 1080, 564, 1086]
table-cell: 3 bbox=[519, 738, 528, 765]
auction-notice-terms-2: ਨਿਯਮ ਅਤੇ ਸ਼ਰਤਾਂ: ਨਿਲਾਮੀ ਆਨਲਾਈਨ ਹੋਵੇਗੀ। ਵਧੇਰੇ ਜਾਣਕਾਰੀ ਲਈ ਵੈੱਬਸਾਈਟ ਵੇਖੋ ਜਾਂ ਦਫ਼ਤਰ ਨਾਲ ਸੰਪਰਕ ਕਰੋ। bbox=[518, 795, 659, 806]
story2-headline: ਰਾਣਾ ਸੋਢੀ ਨੇ ਛੱਤੀਸਗੜ੍ਹ 'ਚ ਭਾਜਪਾ ਦਫ਼ਤਰ ਵਿਚ ਪਾਰਟੀ ਸਬੰਧੀ ਵਿਰੋਧੀ ਪਾਰਟੀਆਂ 'ਤੇ ਸਾਧੇ ਨਿਸ਼ਾਨੇ bbox=[348, 149, 653, 169]
story7-headline: ਭਾਰਤੀ ਕਿਸਾਨ ਯੂਨੀਅਨ (ਕ੍ਰਾਂਤੀਕਾਰੀ) ਨੇ ਜ਼ਿਲ੍ਹਾ ਕਮੇਟੀ ਦੀ ਚੋਣ ਕੀਤੀ bbox=[16, 679, 254, 689]
table-cell: ਰਿਹਾਇਸ਼ੀ ਮਕਾਨ, ਵਾਰਡ ਨੰ. 12 bbox=[528, 682, 591, 709]
story7-body-3: ਫ਼ਿਰੋਜ਼ਪੁਰ, 3 ਅਪ੍ਰੈਲ — ਭਾਰਤੀ ਕਿਸਾਨ ਯੂਨੀਅਨ (ਕ੍ਰਾਂਤੀਕਾਰੀ) ਦੀ ਮੀਟਿੰਗ ਹੋਈ ਜਿਸ ਵਿਚ ਸਰਬਸੰਮਤੀ ਨਾਲ ਨਵੀਂ ਜ਼ਿਲ੍ਹਾ ਕਮੇਟੀ ਦੀ ਚੋਣ ਕੀਤੀ ਗਈ। ਆਗੂਆਂ ਨੇ ਕਿਸਾਨੀ ਮਸਲਿਆਂ ਸਬੰਧੀ ਸੰਘਰਸ਼ ਤੇਜ਼ ਕਰਨ ਦਾ ਐਲਾਨ ਕੀਤਾ। bbox=[184, 696, 262, 733]
issue-date: ਸ਼ਨਿੱਚਰਵਾਰ, 4 ਅਪ੍ਰੈਲ 2026 bbox=[518, 34, 628, 44]
story2-subhead: ਭਗਵਾ ਵਰਕਰ ਭਜਨ ਵਾਲੇ ਨਹੀਂ, ਅਮਨ-ਸ਼ਾਂਤੀ ਦੇ ਰਾਹ ਚੱਲਣ ਵਾਲਿਆਂ ਦਾ ਮਜ਼ਬੂਤ ਪਹਿਰਾ - ਰਾਣਾ ਸੋਢੀ bbox=[348, 170, 562, 176]
story3-small-photo bbox=[16, 296, 180, 352]
tender-notice bbox=[348, 882, 510, 1054]
story4-body-2: ਫ਼ਿਰੋਜ਼ਪੁਰ, 3 ਅਪ੍ਰੈਲ — ਸ਼ਹਿਰ ਦੇ ਵੱਖ-ਵੱਖ ਵਾਰਡਾਂ ਦੇ ਲੋਕਾਂ ਨੇ ਆਪਣੀਆਂ ਮੁਸ਼ਕਿਲਾਂ ਬਾਰੇ ਆਗੂਆਂ ਨੂੰ ਜਾਣੂ ਕਰਵਾਇਆ। ਆਗੂਆਂ ਨੇ ਭਰੋਸਾ ਦਿਵਾਇਆ ਕਿ ਸਰਕਾਰ ਵਲੋਂ ਹਰ ਮਸਲੇ ਦਾ ਹੱਲ ਜਲਦ ਕੀਤਾ ਜਾਵੇਗਾ ਅਤੇ ਵਿਕਾਸ ਕਾਰਜਾਂ ਵਿਚ ਕੋਈ ਕਮੀ ਨਹੀਂ ਛੱਡੀ ਜਾਵੇਗੀ। bbox=[98, 400, 178, 437]
story2-body-2: ਫ਼ਿਰੋਜ਼ਪੁਰ, 3 ਅਪ੍ਰੈਲ — ਭਾਰਤੀ ਜਨਤਾ ਪਾਰਟੀ ਦੇ ਸੀਨੀਅਰ ਆਗੂ ਰਾਣਾ ਗੁਰਮੀਤ ਸਿੰਘ ਸੋਢੀ ਨੇ ਪਾਰਟੀ ਦਫ਼ਤਰ ਵਿਚ ਵਰਕਰਾਂ ਨਾਲ ਮੀਟਿੰਗ ਕੀਤੀ ਅਤੇ ਵਿਰੋਧੀ ਪਾਰਟੀਆਂ ਦੀਆਂ ਨੀਤੀਆਂ ਉੱਤੇ ਤਿੱਖੇ ਸਵਾਲ ਉਠਾਏ। ਇਸ ਮੌਕੇ ਜ਼ਿਲ੍ਹਾ ਪ੍ਰਧਾਨ, ਮੰਡਲ ਪ੍ਰਧਾਨ ਅਤੇ ਵੱਡੀ ਗਿਣਤੀ ਵਿਚ ਵਰਕਰ ਹਾਜ਼ਰ ਸਨ। bbox=[430, 192, 508, 235]
table-cell: 27.04.2026 bbox=[642, 739, 666, 744]
table-cell: 27.04.2026 bbox=[642, 711, 666, 716]
page-number: 8 bbox=[650, 26, 664, 50]
